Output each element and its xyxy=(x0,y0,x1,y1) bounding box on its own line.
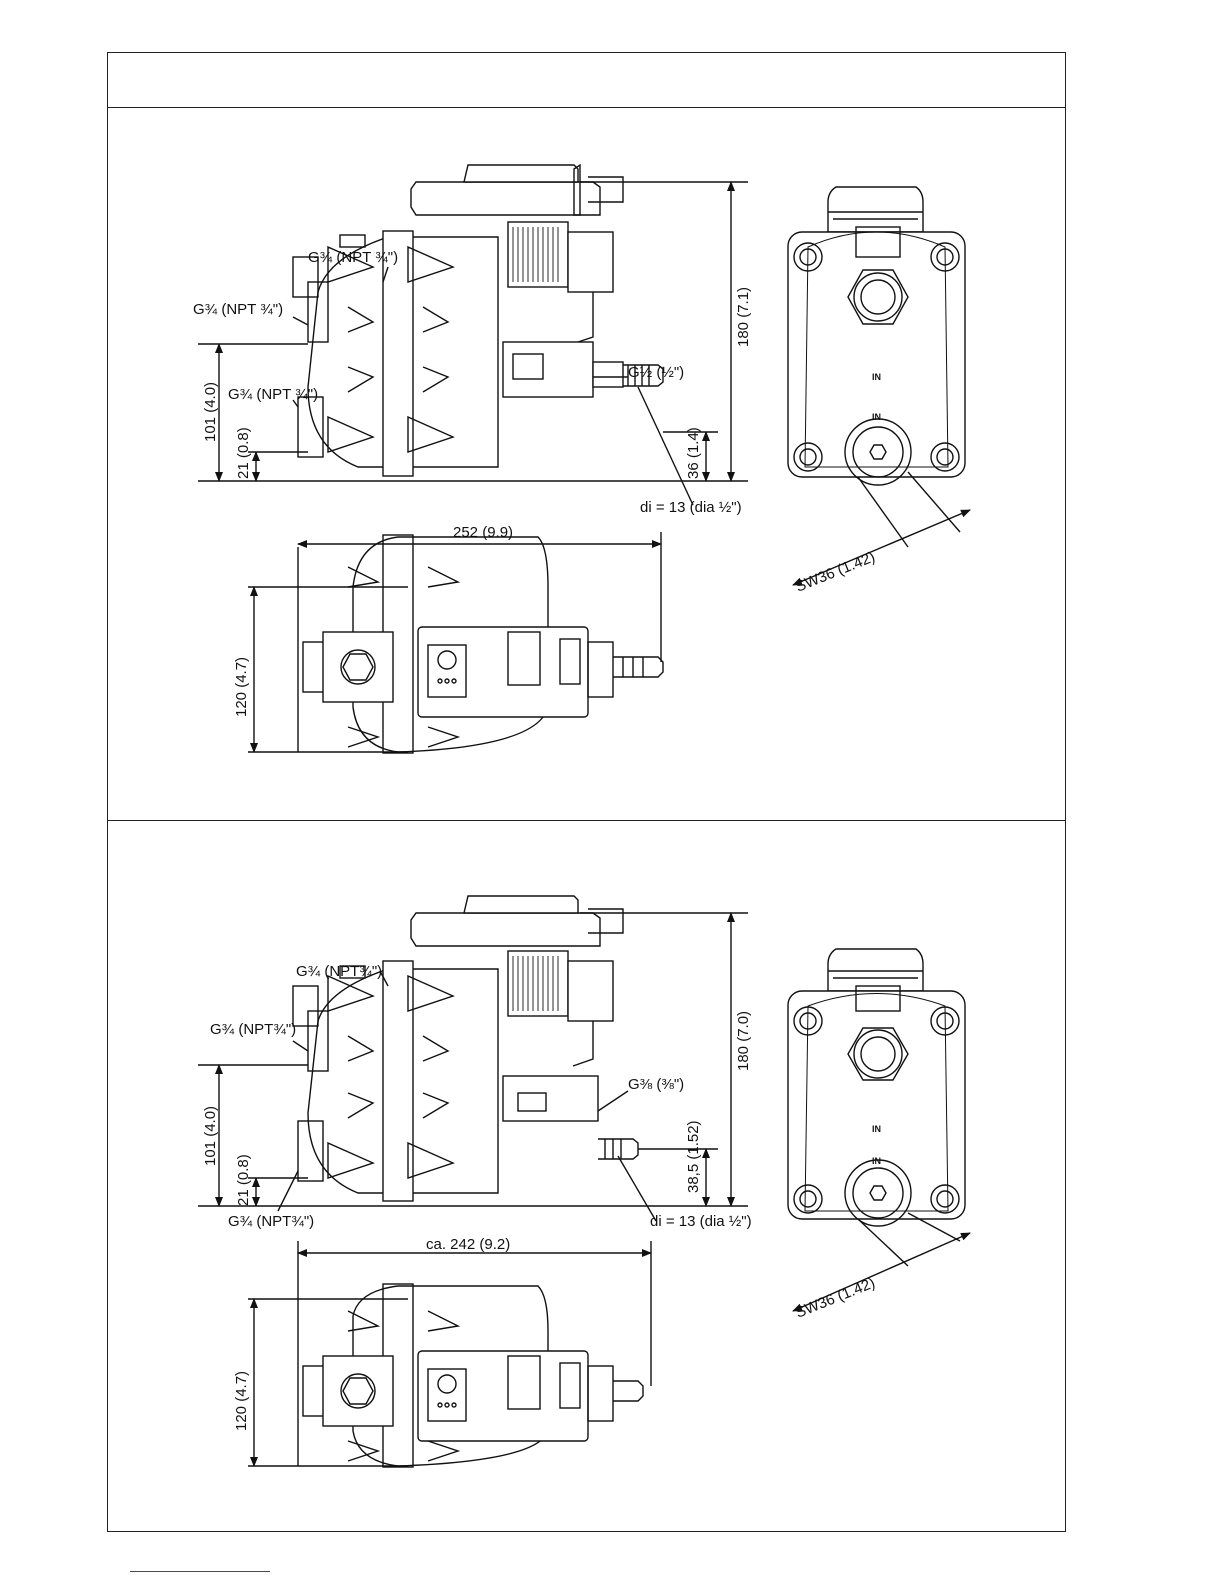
header-bar xyxy=(108,53,1065,108)
width-label: 120 (4.7) xyxy=(233,656,250,717)
height-label: 180 (7.0) xyxy=(735,1010,752,1071)
height-label: 180 (7.1) xyxy=(735,286,752,347)
thread-inlet-label: G¾ (NPT ¾") xyxy=(193,301,284,318)
drawing-version-1 xyxy=(108,107,1065,820)
side-view-unit xyxy=(293,165,663,476)
thread-top-label: G¾ (NPT¾") xyxy=(296,963,383,980)
low-height-label: 21 (0.8) xyxy=(235,427,252,479)
wrench-size-label: SW36 (1.42) xyxy=(793,548,878,596)
inlet-height-label: 101 (4.0) xyxy=(202,1105,219,1166)
hose-label: di = 13 (dia ½") xyxy=(650,1213,752,1230)
drawing-frame xyxy=(107,52,1066,1532)
top-view-unit xyxy=(303,535,663,753)
thread-low-label: G¾ (NPT ¾") xyxy=(228,386,319,403)
width-label: 120 (4.7) xyxy=(233,1370,250,1431)
wrench-size-label: SW36 (1.42) xyxy=(793,1274,878,1322)
thread-top-label: G¾ (NPT ¾") xyxy=(308,249,399,266)
front-view-unit xyxy=(788,187,965,485)
length-label: 252 (9.9) xyxy=(453,524,514,541)
hose-label: di = 13 (dia ½") xyxy=(640,499,742,516)
panel-version-2 xyxy=(108,821,1065,1531)
in-label-lower: IN xyxy=(872,412,881,422)
length-label: ca. 242 (9.2) xyxy=(426,1236,511,1253)
in-label-upper: IN xyxy=(872,1124,881,1134)
top-view-unit xyxy=(303,1284,643,1467)
outlet-height-label: 36 (1.4) xyxy=(685,427,702,479)
drawing-version-2 xyxy=(108,821,1065,1531)
thread-outlet-label: G⅜ (⅜") xyxy=(628,1076,685,1093)
in-label-lower: IN xyxy=(872,1156,881,1166)
outlet-height-label: 38,5 (1.52) xyxy=(685,1120,702,1193)
thread-outlet-label: G½ (½") xyxy=(628,364,685,381)
thread-low-label: G¾ (NPT¾") xyxy=(228,1213,315,1230)
in-label-upper: IN xyxy=(872,372,881,382)
panel-version-1 xyxy=(108,107,1065,821)
low-height-label: 21 (0.8) xyxy=(235,1154,252,1206)
thread-inlet-label: G¾ (NPT¾") xyxy=(210,1021,297,1038)
front-view-unit xyxy=(788,949,965,1226)
footer-link-underline[interactable] xyxy=(130,1571,270,1572)
side-view-unit xyxy=(293,896,638,1201)
inlet-height-label: 101 (4.0) xyxy=(202,381,219,442)
